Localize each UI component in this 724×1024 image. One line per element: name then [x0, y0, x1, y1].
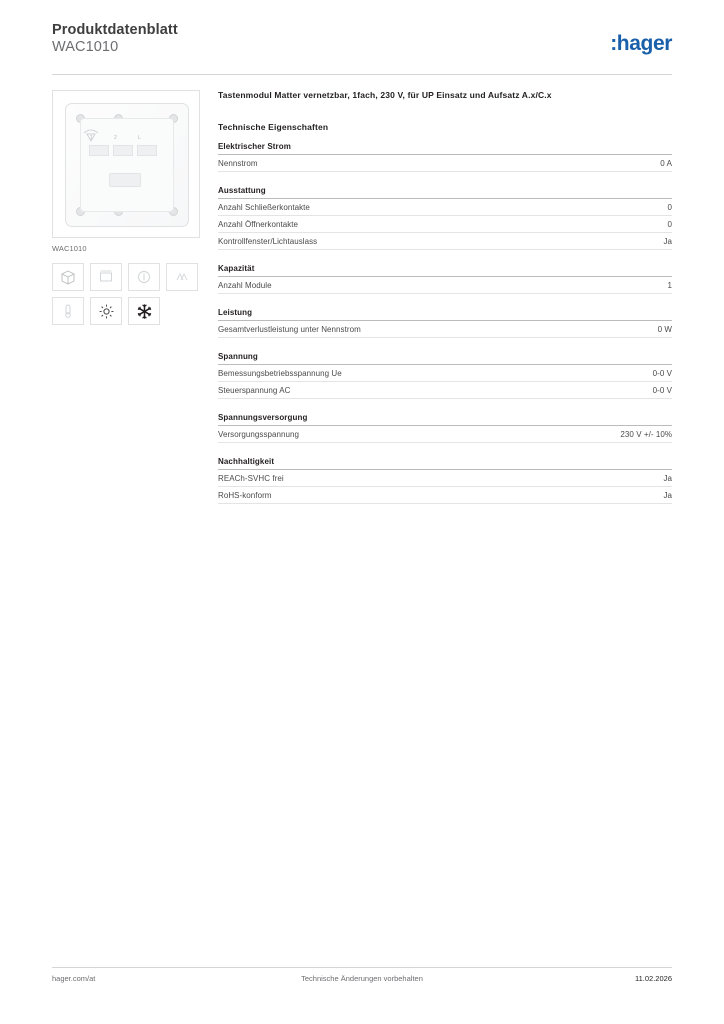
device-front-plate: 1 2 L	[80, 118, 174, 212]
spec-label: Anzahl Module	[218, 280, 272, 290]
section-title-technical: Technische Eigenschaften	[218, 122, 329, 132]
spec-group	[218, 186, 672, 250]
dimensions-icon	[90, 263, 122, 291]
wireless-signal-icon	[80, 128, 102, 144]
hager-logo: :hager	[610, 32, 672, 55]
spec-value: Ja	[663, 490, 672, 500]
spec-group	[218, 264, 672, 294]
product-icon-grid	[52, 263, 200, 325]
spec-value: 0-0 V	[652, 368, 672, 378]
spec-value: 0 A	[660, 158, 672, 168]
spec-group-title: Leistung	[218, 308, 672, 321]
spec-row	[218, 321, 672, 338]
spec-row	[218, 487, 672, 504]
spec-group	[218, 308, 672, 338]
footer-website[interactable]: hager.com/at	[52, 974, 96, 983]
spec-value: 1	[667, 280, 672, 290]
product-image	[52, 90, 200, 238]
spec-value: Ja	[663, 236, 672, 246]
spec-label: Bemessungsbetriebsspannung Ue	[218, 368, 342, 378]
ip-rating-icon	[128, 263, 160, 291]
spec-label: REACh-SVHC frei	[218, 473, 284, 483]
spec-label: Versorgungsspannung	[218, 429, 300, 439]
page-subtitle: WAC1010	[52, 39, 119, 55]
product-media-column	[52, 90, 200, 325]
product-image-caption: WAC1010	[52, 244, 87, 253]
specifications-column	[218, 90, 672, 518]
spec-row	[218, 365, 672, 382]
spec-value: 0	[667, 202, 672, 212]
spec-row	[218, 382, 672, 399]
spec-value: 0	[667, 219, 672, 229]
product-description: Tastenmodul Matter vernetzbar, 1fach, 230 V, für UP Einsatz und Aufsatz A.x/C.x	[218, 90, 552, 100]
device-illustration	[65, 103, 189, 227]
spec-group-title: Spannung	[218, 352, 672, 365]
spec-group	[218, 142, 672, 172]
mounting-icon	[166, 263, 198, 291]
spec-value: 0-0 V	[652, 385, 672, 395]
snowflake-icon	[128, 297, 160, 325]
spec-label: Gesamtverlustleistung unter Nennstrom	[218, 324, 361, 334]
footer-date: 11.02.2026	[635, 974, 672, 983]
spec-group-title: Ausstattung	[218, 186, 672, 199]
package-box-icon	[52, 263, 84, 291]
spec-value: Ja	[663, 473, 672, 483]
spec-label: Anzahl Schließerkontakte	[218, 202, 310, 212]
spec-row	[218, 277, 672, 294]
footer-disclaimer: Technische Änderungen vorbehalten	[301, 974, 423, 983]
spec-group	[218, 352, 672, 399]
spec-value: 230 V +/- 10%	[620, 429, 672, 439]
temperature-icon	[52, 297, 84, 325]
spec-label: Anzahl Öffnerkontakte	[218, 219, 299, 229]
spec-group	[218, 413, 672, 443]
footer-divider	[52, 967, 672, 968]
page-title: Produktdatenblatt	[52, 22, 178, 38]
spec-group-title: Elektrischer Strom	[218, 142, 672, 155]
spec-group-title: Nachhaltigkeit	[218, 457, 672, 470]
spec-row	[218, 216, 672, 233]
page-footer	[52, 974, 672, 988]
spec-row	[218, 426, 672, 443]
spec-value: 0 W	[657, 324, 672, 334]
spec-row	[218, 155, 672, 172]
spec-row	[218, 233, 672, 250]
header-divider	[52, 74, 672, 75]
sun-brightness-icon	[90, 297, 122, 325]
spec-group-title: Kapazität	[218, 264, 672, 277]
page-header	[52, 22, 672, 68]
spec-row	[218, 470, 672, 487]
spec-label: RoHS-konform	[218, 490, 272, 500]
spec-group	[218, 457, 672, 504]
spec-label: Nennstrom	[218, 158, 258, 168]
spec-row	[218, 199, 672, 216]
spec-group-title: Spannungsversorgung	[218, 413, 672, 426]
spec-label: Steuerspannung AC	[218, 385, 291, 395]
spec-label: Kontrollfenster/Lichtauslass	[218, 236, 318, 246]
